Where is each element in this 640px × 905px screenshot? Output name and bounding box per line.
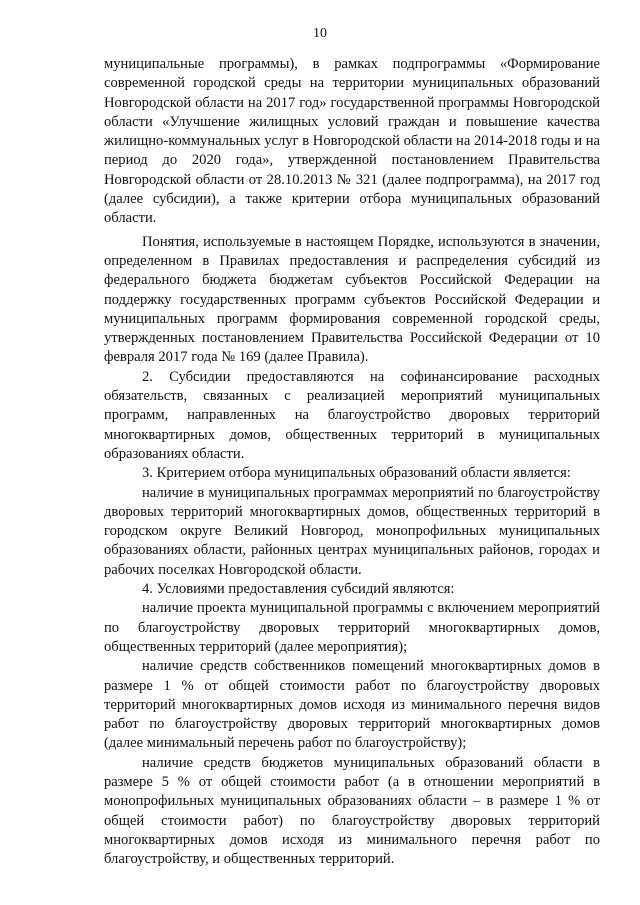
document-body (104, 55, 600, 869)
paragraph-definitions: Понятия, используемые в настоящем Порядке, используются в значении, определенном в Правилах предоставления и распределения субсидий из федерального бюджета бюджетам субъектов Российской Федерации на поддержку государственных программ субъектов Российской Федерации и муниципальных программ формирования современной городской среды, утвержденных постановлением Правительства Российской Федерации от 10 февраля 2017 года № 169 (далее Правила). (104, 233, 600, 366)
paragraph-subprogram-continuation: муниципальные программы), в рамках подпрограммы «Формирование современной городской среды на территории муниципальных образований Новгородской области на 2017 год» государственной программы Новгородской области «Улучшение жилищных условий граждан и повышение качества жилищно-коммунальных услуг в Новгородской области на 2014-2018 годы и на период до 2020 года», утвержденной постановлением Правительства Новгородской области от 28.10.2013 № 321 (далее подпрограмма), на 2017 год (далее субсидии), а также критерии отбора муниципальных образований области. (104, 56, 600, 227)
paragraph-item-4: 4. Условиями предоставления субсидий являются: (142, 581, 455, 598)
paragraph-condition-owners-funds: наличие средств собственников помещений многоквартирных домов в размере 1 % от общей стоимости работ по благоустройству дворовых территорий многоквартирных домов исходя из минимального перечня видов работ по благоустройству дворовых территорий многоквартирных домов (далее минимальный перечень работ по благоустройству); (104, 658, 600, 752)
paragraph-condition-program: наличие проекта муниципальной программы с включением мероприятий по благоустройству дворовых территорий многоквартирных домов, общественных территорий (далее мероприятия); (104, 600, 600, 655)
paragraph-selection-criterion: наличие в муниципальных программах мероприятий по благоустройству дворовых территорий многоквартирных домов, общественных территорий в городском округе Великий Новгород, монопрофильных муниципальных образованиях области, районных центрах муниципальных районов, городах и рабочих поселках Новгородской области. (104, 484, 600, 578)
page-number: 10 (313, 26, 327, 41)
paragraph-item-2: 2. Субсидии предоставляются на софинансирование расходных обязательств, связанных с реализацией мероприятий муниципальных программ, направленных на благоустройство дворовых территорий многоквартирных домов, общественных территорий в муниципальных образованиях области. (104, 368, 600, 462)
paragraph-condition-municipal-funds: наличие средств бюджетов муниципальных образований области в размере 5 % от общей стоимости работ (а в отношении мероприятий в монопрофильных муниципальных образованиях области – в размере 1 % от общей стоимости работ) по благоустройству дворовых территорий многоквартирных домов исходя из минимального перечня работ по благоустройству, и общественных территорий. (104, 754, 600, 868)
paragraph-item-3: 3. Критерием отбора муниципальных образований области является: (142, 465, 571, 482)
